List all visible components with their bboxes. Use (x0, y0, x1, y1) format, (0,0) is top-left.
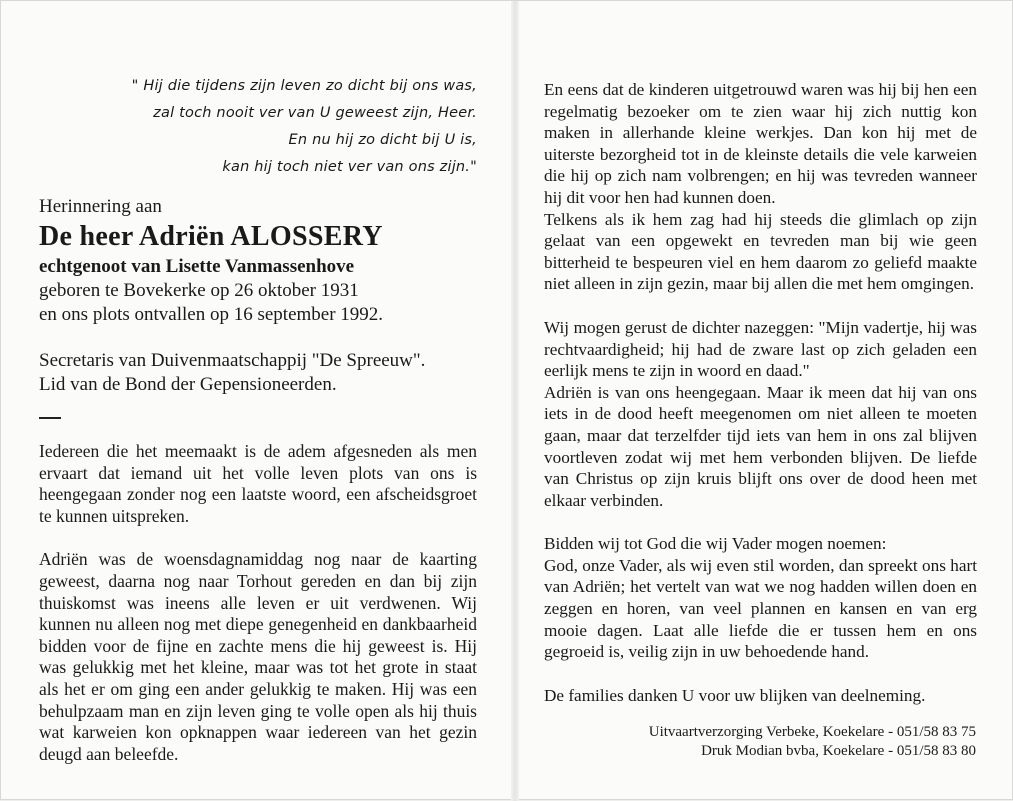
role-line: Secretaris van Duivenmaatschappij "De Spreeuw". (39, 350, 426, 371)
verse-line: " Hij die tijdens zijn leven zo dicht bij ons was, (131, 78, 477, 94)
handwritten-verse (39, 73, 477, 181)
paragraph: En eens dat de kinderen uitgetrouwd waren was hij bij hen een regelmatig bezoeker om te zien waar hij zich nuttig kon maken in allerhande kleine werkjes. Dan kon hij met de uiterste bezorgheid tot in de kleinste details die vele karweien die hij op zich nam volbrengen; en hij was tevreden wanneer hij dit voor hen had kunnen doen. (544, 80, 977, 207)
intro-text: Herinnering aan (39, 196, 162, 217)
center-fold (511, 1, 519, 801)
paragraph: Wij mogen gerust de dichter nazeggen: "Mijn vadertje, hij was rechtvaardigheid; hij had de zware last op zich geladen een eerlijk mens te zijn in woord en daad." (544, 317, 977, 381)
paragraph: Adriën was de woensdagnamiddag nog naar de kaarting geweest, daarna nog naar Torhout gereden en dan bij zijn thuiskomst was ineens alle leven er uit verdwenen. Wij kunnen nu alleen nog met diepe genegenheid en dankbaarheid bidden voor de fijne en zachte mens die hij geweest is. Hij was gelukkig met het kleine, maar was tot het grote in staat als het er om ging een ander gelukkig te maken. Hij was een behulpzaam man en zijn leven ging te volle open als hij thuis wat karweien kon opknappen waar iedereen van het gezin deugd aan beleefde. (39, 549, 477, 764)
role-line: Lid van de Bond der Gepensioneerden. (39, 374, 337, 395)
left-panel (39, 73, 477, 765)
verse-line: kan hij toch niet ver van ons zijn." (222, 159, 477, 175)
birth-line: geboren te Bovekerke op 26 oktober 1931 (39, 280, 359, 301)
prayer-intro: Bidden wij tot God die wij Vader mogen noemen: (544, 534, 887, 554)
verse-line: zal toch nooit ver van U geweest zijn, Heer. (153, 105, 477, 121)
verse-line: En nu hij zo dicht bij U is, (288, 132, 477, 148)
prayer: God, onze Vader, als wij even stil worden, dan spreekt ons hart van Adriën; het vertelt van wat we nog hadden willen doen en zeggen en horen, van veel plannen en kansen en van erg mooie dagen. Laat alle liefde die er tussen hem en ons gegroeid is, veilig zijn in uw behoedende hand. (544, 555, 977, 662)
credit-line: Druk Modian bvba, Koekelare - 051/58 83 80 (701, 743, 976, 759)
deceased-name: De heer Adriën ALOSSERY (39, 221, 383, 252)
paragraph: Iedereen die het meemaakt is de adem afgesneden als men ervaart dat iemand uit het volle leven plots van ons is heengegaan zonder nog een laatste woord, een afscheidsgroet te kunnen uitspreken. (39, 441, 477, 526)
right-panel (544, 79, 977, 706)
paragraph: Adriën is van ons heengegaan. Maar ik meen dat hij van ons iets in de dood heeft meegenomen om niet alleen te moeten gaan, maar dat terzelfder tijd iets van hem in ons zal blijven voortleven zodat wij met hem verbonden blijven. De liefde van Christus op zijn kruis blijft ons over de dood heen met elkaar verbinden. (544, 382, 977, 510)
thanks-line: De families danken U voor uw blijken van deelneming. (544, 685, 926, 705)
separator-dash (39, 417, 61, 419)
spouse-line: echtgenoot van Lisette Vanmassenhove (39, 256, 355, 277)
printer-credits (649, 723, 976, 761)
death-line: en ons plots ontvallen op 16 september 1992. (39, 304, 384, 325)
paragraph: Telkens als ik hem zag had hij steeds die glimlach op zijn gelaat van een opgewekt en tevreden man bij wie geen bitterheid te bespeuren viel en hem daarom zo geliefd maakte niet alleen in zijn gezin, maar bij allen die met hem omgingen. (544, 209, 977, 294)
credit-line: Uitvaartverzorging Verbeke, Koekelare - 051/58 83 75 (648, 724, 976, 740)
